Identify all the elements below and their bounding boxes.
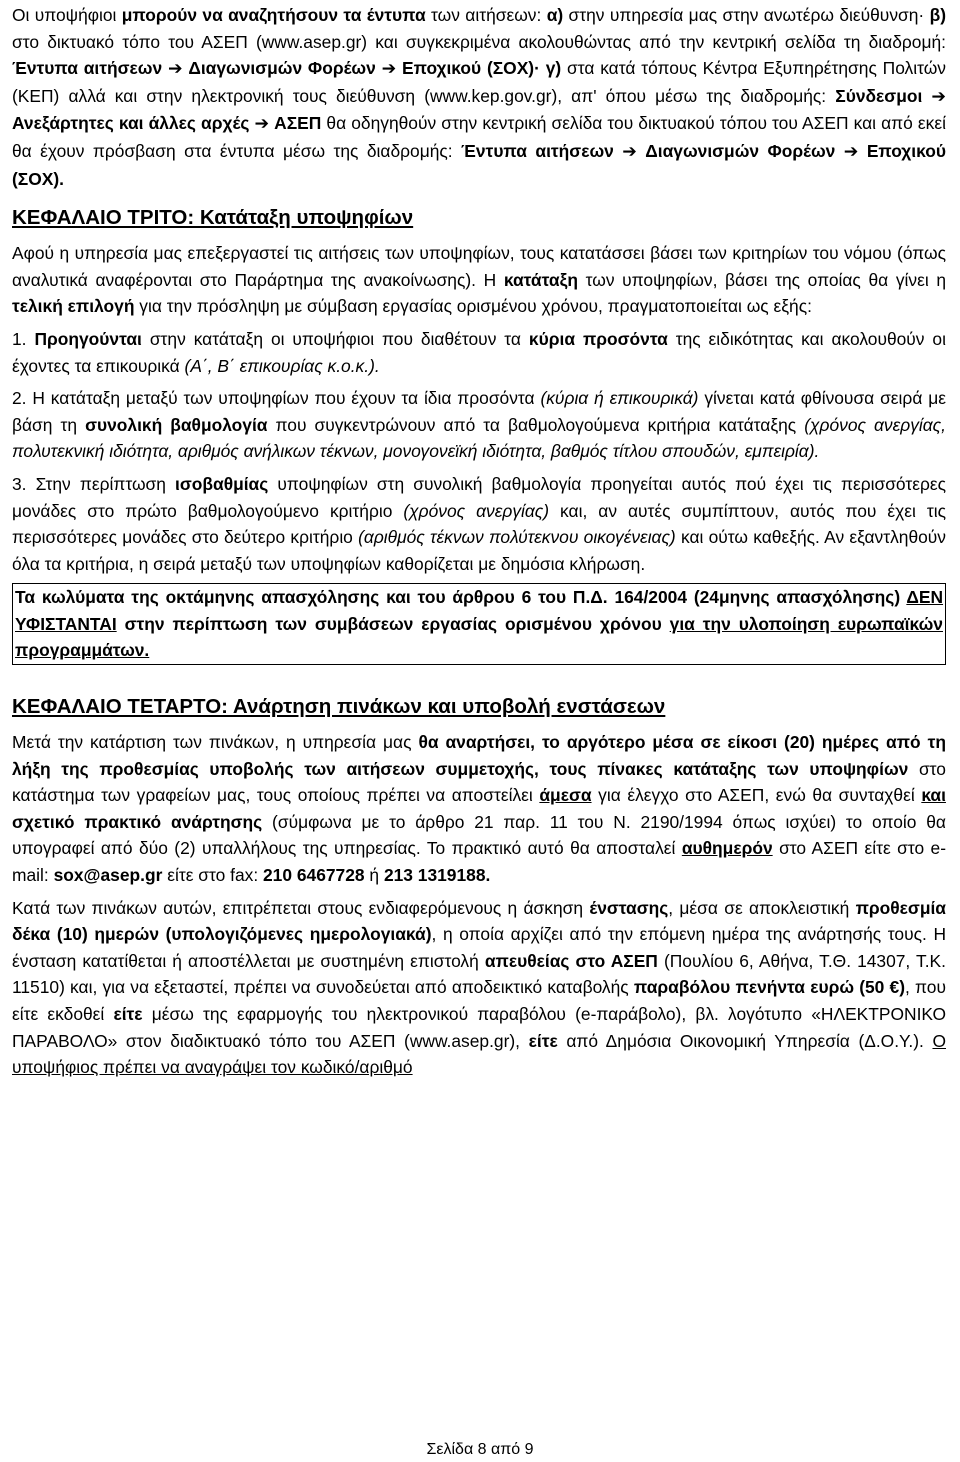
text-run: θα οδηγηθούν στην κεντρική σελίδα του δικτυακού τόπου του ΑΣΕΠ και από εκεί θα έχουν πρόσβαση στα έντυπα μέσω της διαδρομής: — [12, 113, 946, 161]
text-run: , η οποία αρχίζει από την επόμενη ημέρα της ανάρτησής τους. Η ένσταση κατατίθεται ή αποστέλλεται με συστημένη επιστολή — [12, 924, 946, 971]
text-run: Κατά των πινάκων αυτών, επιτρέπεται στους ενδιαφερόμενους η άσκηση — [12, 897, 584, 918]
text-run: , που είτε εκδοθεί — [12, 977, 946, 1024]
text-run: που συγκεντρώνουν από τα βαθμολογούμενα κριτήρια κατάταξης — [275, 414, 797, 435]
text-run-bold: είτε — [528, 1030, 558, 1051]
text-run-bold-underlined: και — [921, 785, 946, 806]
text-run-bold: κύρια προσόντα — [528, 328, 668, 349]
document-page — [12, 2, 946, 1081]
text-run-italic: (χρόνος ανεργίας, πολυτεκνική ιδιότητα, αριθμός ανήλικων τέκνων, μονογονεϊκή ιδιότητα, βαθμός τίτλου σπουδών, εμπειρία). — [12, 414, 946, 462]
text-run: μέσω της εφαρμογής του ηλεκτρονικού παραβόλου (e-παράβολο), βλ. λογότυπο «ΗΛΕΚΤΡΟΝΙΚΟ ΠΑΡΑΒΟΛΟ» στον διαδικτυακό τόπο του ΑΣΕΠ (www.asep.gr), — [12, 1004, 946, 1051]
text-run: για την πρόσληψη με σύμβαση εργασίας ορισμένου χρόνου, πραγματοποιείται ως εξής: — [139, 296, 812, 317]
exemption-notice-box — [12, 583, 946, 665]
text-run: υποψηφίων στη συνολική βαθμολογία προηγείται αυτός πού έχει τις περισσότερες μονάδες στο πρώτο βαθμολογούμενο κριτήριο — [12, 473, 946, 521]
text-run-bold: Προηγούνται — [34, 328, 142, 349]
text-run-bold: συνολική βαθμολογία — [85, 414, 268, 435]
text-run: είτε στο fax: — [167, 865, 259, 886]
text-run: στο ΑΣΕΠ είτε στο e-mail: — [12, 838, 947, 886]
text-run-bold: ένστασης — [589, 897, 669, 918]
text-run: στο δικτυακό τόπο του ΑΣΕΠ (www.asep.gr) και συγκεκριμένα ακολουθώντας από την κεντρική σελίδα τη διαδρομή: — [12, 31, 946, 52]
text-run-bold: θα αναρτήσει, το αργότερο μέσα σε είκοσι (20) ημέρες από τη λήξη της προθεσμίας υποβολής των αιτήσεων συμμετοχής, τους πίνακες κατάταξης των υποψηφίων — [12, 732, 946, 779]
text-run-bold: στην περίπτωση των συμβάσεων εργασίας ορισμένου χρόνου — [124, 613, 662, 634]
text-run-underlined: Ο υποψήφιος πρέπει να αναγράψει τον κωδικό/αριθμό — [12, 1030, 946, 1078]
text-run: της ειδικότητας και ακολουθούν οι έχοντες τα επικουρικά — [12, 328, 946, 376]
arrow-right-icon: ➔ — [381, 59, 397, 80]
fax-number: 213 1319188. — [383, 865, 491, 886]
text-run-italic: (κύρια ή επικουρικά) — [540, 388, 699, 409]
chapter-three-heading: ΚΕΦΑΛΑΙΟ ΤΡΙΤΟ: Κατάταξη υποψηφίων — [12, 206, 414, 230]
email-address: sox@asep.gr — [53, 865, 163, 886]
text-run: στο κατάστημα των γραφείων μας, τους οποίους πρέπει να αποστείλει — [12, 758, 946, 806]
text-run: των υποψηφίων, βάσει της οποίας θα γίνει η — [585, 269, 947, 290]
text-run-bold-underlined: άμεσα — [539, 785, 592, 806]
text-run: στα κατά τόπους Κέντρα Εξυπηρέτησης Πολιτών (ΚΕΠ) αλλά και στην ηλεκτρονική τους διεύθυνση (www.kep.gov.gr), απ' όπου μέσω της διαδρομής: — [12, 58, 946, 106]
path-step: Ανεξάρτητες και άλλες αρχές — [12, 113, 250, 134]
text-run: των αιτήσεων: — [431, 5, 542, 25]
text-run-bold: β) — [929, 5, 946, 25]
text-run-italic: (αριθμός τέκνων πολύτεκνου οικογένειας) — [358, 527, 676, 548]
path-step: Εποχικού (ΣΟΧ)· — [402, 58, 540, 79]
text-run-italic: (χρόνος ανεργίας) — [403, 500, 550, 521]
text-run: 2. Η κατάταξη μεταξύ των υποψηφίων που έχουν τα ίδια προσόντα — [12, 388, 535, 409]
text-run: (Πουλίου 6, Αθήνα, Τ.Θ. 14307, Τ.Κ. 11510) και, για να εξεταστεί, πρέπει να συνοδεύεται από αποδεικτικό καταβολής — [12, 950, 946, 998]
text-run-bold: α) — [546, 5, 564, 25]
ranking-rule-1 — [12, 326, 946, 379]
text-run-bold: γ) — [545, 58, 562, 79]
text-run-bold: προθεσμία δέκα (10) ημερών (υπολογιζόμενες ημερολογιακά) — [12, 897, 946, 945]
text-run-underlined: για την υλοποίηση ευρωπαϊκών προγραμμάτων. — [15, 613, 943, 661]
text-run: από Δημόσια Οικονομική Υπηρεσία (Δ.Ο.Υ.). — [566, 1030, 924, 1051]
ranking-rule-3 — [12, 471, 946, 577]
text-run: Οι υποψήφιοι — [12, 5, 117, 25]
arrow-right-icon: ➔ — [843, 141, 859, 162]
text-run: ή — [369, 865, 380, 886]
ranking-rule-2 — [12, 385, 946, 465]
text-run: (σύμφωνα με το άρθρο 21 παρ. 11 του Ν. 2190/1994 όπως ισχύει) το οποίο θα υπογραφεί από δύο (2) υπαλλήλους της υπηρεσίας. Το πρακτικό αυτό θα αποσταλεί — [12, 811, 946, 859]
text-run-bold: είτε — [113, 1004, 143, 1024]
ranking-intro-paragraph — [12, 240, 946, 320]
text-run: 1. — [12, 328, 27, 349]
path-step: Έντυπα αιτήσεων — [12, 58, 163, 79]
text-run: Αφού η υπηρεσία μας επεξεργαστεί τις αιτήσεις των υποψηφίων, τους κατατάσσει βάσει των κριτηρίων του νόμου (όπως αναλυτικά αναφέρονται στο Παράρτημα της ανακοίνωσης). Η — [12, 243, 946, 290]
text-run: γίνεται κατά φθίνουσα σειρά με βάση τη — [12, 388, 946, 435]
path-step: ΑΣΕΠ — [274, 113, 322, 134]
path-step: Έντυπα αιτήσεων — [461, 140, 614, 161]
text-run-bold: κατάταξη — [503, 269, 578, 290]
text-run: και ούτω καθεξής. Αν εξαντληθούν όλα τα κριτήρια, η σειρά μεταξύ των υποψηφίων καθορίζεται με δημόσια κλήρωση. — [12, 527, 946, 574]
text-run: , μέσα σε αποκλειστική — [668, 897, 850, 918]
text-run-bold: απευθείας στο ΑΣΕΠ — [484, 950, 658, 971]
path-step: Διαγωνισμών Φορέων — [645, 140, 836, 161]
arrow-right-icon: ➔ — [167, 59, 183, 80]
objection-paragraph — [12, 895, 946, 1081]
text-run-bold: παραβόλου πενήντα ευρώ (50 €) — [633, 977, 906, 998]
text-run: Μετά την κατάρτιση των πινάκων, η υπηρεσία μας — [12, 732, 412, 753]
text-run: 3. Στην περίπτωση — [12, 473, 166, 494]
arrow-right-icon: ➔ — [931, 86, 946, 107]
posting-paragraph — [12, 729, 946, 889]
path-step: Σύνδεσμοι — [835, 85, 923, 106]
path-step: Διαγωνισμών Φορέων — [188, 58, 376, 79]
intro-paragraph — [12, 2, 946, 192]
text-run-bold: σχετικό πρακτικό ανάρτησης — [12, 811, 263, 832]
text-run-bold: Τα κωλύματα της οκτάμηνης απασχόλησης και του άρθρου 6 του Π.Δ. 164/2004 (24μηνης απασχόλησης) — [15, 587, 901, 608]
page-footer: Σελίδα 8 από 9 — [426, 1441, 534, 1458]
text-run-bold: ισοβαθμίας — [175, 473, 269, 494]
text-run-bold: μπορούν να αναζητήσουν τα έντυπα — [121, 5, 426, 25]
arrow-right-icon: ➔ — [622, 141, 637, 162]
text-run: στην υπηρεσία μας στην ανωτέρω διεύθυνση· — [568, 5, 925, 25]
arrow-right-icon: ➔ — [254, 114, 270, 135]
fax-number: 210 6467728 — [263, 865, 365, 886]
text-run-italic: (Α΄, Β΄ επικουρίας κ.ο.κ.). — [184, 355, 380, 376]
text-run: και, αν αυτές συμπίπτουν, αυτός που έχει τις περισσότερες μονάδες στο δεύτερο κριτήριο — [12, 500, 946, 548]
chapter-four-heading: ΚΕΦΑΛΑΙΟ ΤΕΤΑΡΤΟ: Ανάρτηση πινάκων και υποβολή ενστάσεων — [12, 695, 666, 719]
path-step: Εποχικού (ΣΟΧ). — [12, 140, 946, 189]
text-run: στην κατάταξη οι υποψήφιοι που διαθέτουν τα — [149, 328, 521, 349]
text-run: για έλεγχο στο ΑΣΕΠ, ενώ θα συνταχθεί — [598, 785, 915, 806]
text-run-bold-underlined: αυθημερόν — [681, 838, 773, 859]
text-run-underlined: ΔΕΝ ΥΦΙΣΤΑΝΤΑΙ — [15, 587, 944, 634]
text-run-bold: τελική επιλογή — [12, 296, 135, 317]
